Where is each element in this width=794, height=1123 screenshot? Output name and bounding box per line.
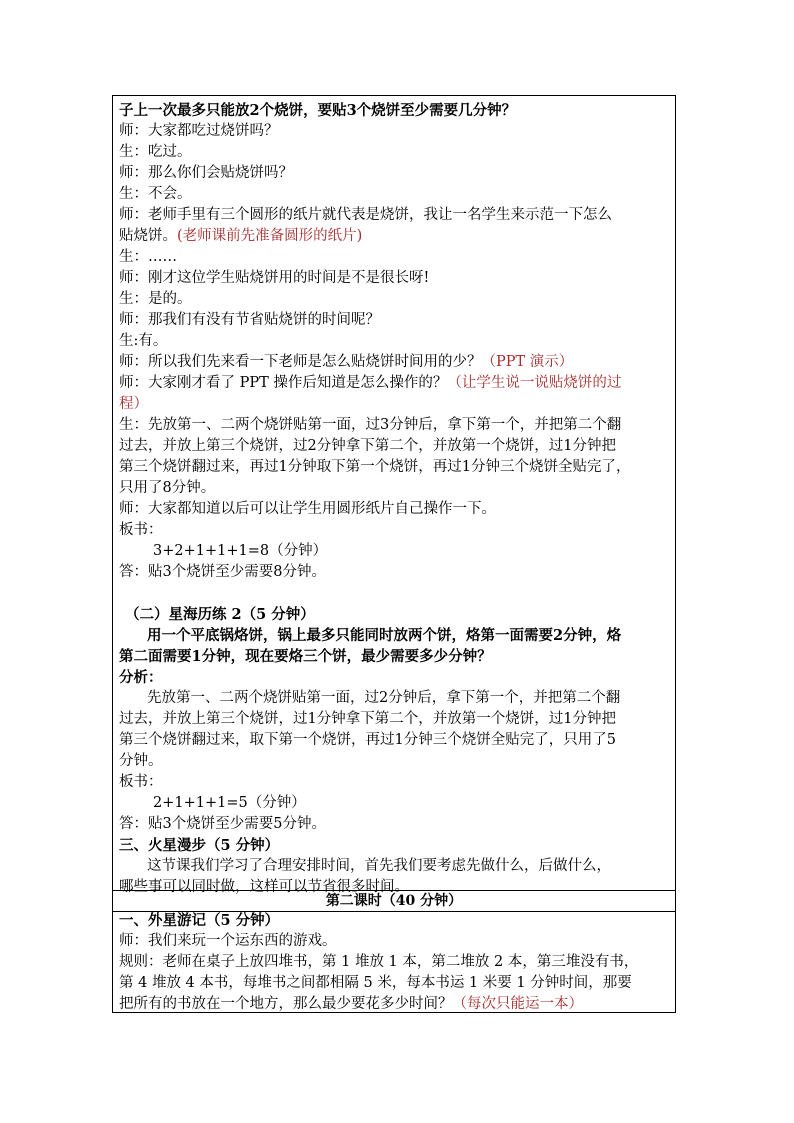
lesson2-cell xyxy=(113,912,675,1012)
problem-line: 用一个平底锅烙饼，锅上最多只能同时放两个饼，烙第一面需要2分钟，烙 xyxy=(147,627,622,644)
lesson-table xyxy=(112,95,676,1013)
dialogue-line: 只用了8分钟。 xyxy=(119,480,216,496)
board-label: 板书： xyxy=(119,774,163,790)
problem-line: 第二面需要1分钟，现在要烙三个饼，最少需要多少分钟？ xyxy=(119,648,492,665)
dialogue-text: 师：所以我们先来看一下老师是怎么贴烧饼时间用的少？ xyxy=(119,354,482,370)
dialogue-line xyxy=(119,352,573,373)
dialogue-line: 师：我们来玩一个运东西的游戏。 xyxy=(119,933,337,949)
dialogue-line: 生：不会。 xyxy=(119,186,192,202)
dialogue-line xyxy=(119,373,621,394)
analysis-line: 第三个烧饼翻过来，取下第一个烧饼，再过1分钟三个烧饼全贴完了，只用了5 xyxy=(119,732,616,748)
analysis-line: 先放第一、二两个烧饼贴第一面，过2分钟后，拿下第一个，并把第二个翻 xyxy=(147,690,621,706)
dialogue-line: 生：…… xyxy=(119,249,177,265)
teacher-note: （PPT 演示） xyxy=(481,354,574,370)
section-heading: 一、外星游记（5 分钟） xyxy=(119,912,280,929)
dialogue-line xyxy=(119,226,362,247)
board-label: 板书： xyxy=(119,522,163,538)
dialogue-line: 第三个烧饼翻过来，再过1分钟取下第一个烧饼，再过1分钟三个烧饼全贴完了， xyxy=(119,459,631,475)
dialogue-line: 师：老师手里有三个圆形的纸片就代表是烧饼，我让一名学生来示范一下怎么 xyxy=(119,207,612,223)
rule-line: 规则：老师在桌子上放四堆书，第 1 堆放 1 本，第二堆放 2 本，第三堆没有书， xyxy=(119,954,639,970)
rule-line: 第 4 堆放 4 本书，每堆书之间都相隔 5 米，每本书运 1 米要 1 分钟时间，那要 xyxy=(119,975,632,991)
dialogue-line: 生：是的。 xyxy=(119,291,192,307)
dialogue-line: 师：大家都知道以后可以让学生用圆形纸片自己操作一下。 xyxy=(119,501,496,517)
dialogue-line: 师：那我们有没有节省贴烧饼的时间呢？ xyxy=(119,312,380,328)
section-heading: 三、火星漫步（5 分钟） xyxy=(119,837,280,854)
board-formula: 3+2+1+1+1=8（分钟） xyxy=(153,543,328,559)
problem-line: 子上一次最多只能放2个烧饼，要贴3个烧饼至少需要几分钟？ xyxy=(119,102,517,119)
dialogue-line: 生：先放第一、二两个烧饼贴第一面，过3分钟后，拿下第一个，并把第二个翻 xyxy=(119,417,622,433)
answer-line: 答：贴3个烧饼至少需要8分钟。 xyxy=(119,564,326,580)
section-heading: （二）星海历练 2（5 分钟） xyxy=(125,606,315,623)
teacher-note: （让学生说一说贴烧饼的过 xyxy=(447,375,622,391)
dialogue-line: 师：那么你们会贴烧饼吗？ xyxy=(119,165,293,181)
board-formula: 2+1+1+1=5（分钟） xyxy=(153,795,306,811)
dialogue-text: 贴烧饼。 xyxy=(119,228,177,244)
summary-line: 哪些事可以同时做，这样可以节省很多时间。 xyxy=(119,879,409,895)
dialogue-text: 师：大家刚才看了 PPT 操作后知道是怎么操作的？ xyxy=(119,375,448,391)
summary-line: 这节课我们学习了合理安排时间，首先我们要考虑先做什么，后做什么， xyxy=(147,858,611,874)
dialogue-line: 师：刚才这位学生贴烧饼用的时间是不是很长呀! xyxy=(119,270,430,286)
rule-text: 把所有的书放在一个地方，那么最少要花多少时间？ xyxy=(119,996,453,1012)
dialogue-line: 生:有。 xyxy=(119,333,168,349)
analysis-line: 分钟。 xyxy=(119,753,163,769)
answer-line: 答：贴3个烧饼至少需要5分钟。 xyxy=(119,816,326,832)
rule-line xyxy=(119,994,583,1015)
teacher-note: （每次只能运一本） xyxy=(452,996,583,1012)
dialogue-line: 师：大家都吃过烧饼吗？ xyxy=(119,123,279,139)
analysis-label: 分析： xyxy=(119,669,163,686)
lesson1-cell xyxy=(113,96,675,895)
dialogue-line: 生：吃过。 xyxy=(119,144,192,160)
dialogue-line: 过去，并放上第三个烧饼，过2分钟拿下第二个，并放第一个烧饼，过1分钟把 xyxy=(119,438,616,454)
teacher-note: (老师课前先准备圆形的纸片) xyxy=(177,228,363,244)
lesson2-header: 第二课时（40 分钟） xyxy=(325,893,463,909)
teacher-note: 程） xyxy=(119,396,148,412)
analysis-line: 过去，并放上第三个烧饼，过1分钟拿下第二个，并放第一个烧饼，过1分钟把 xyxy=(119,711,616,727)
